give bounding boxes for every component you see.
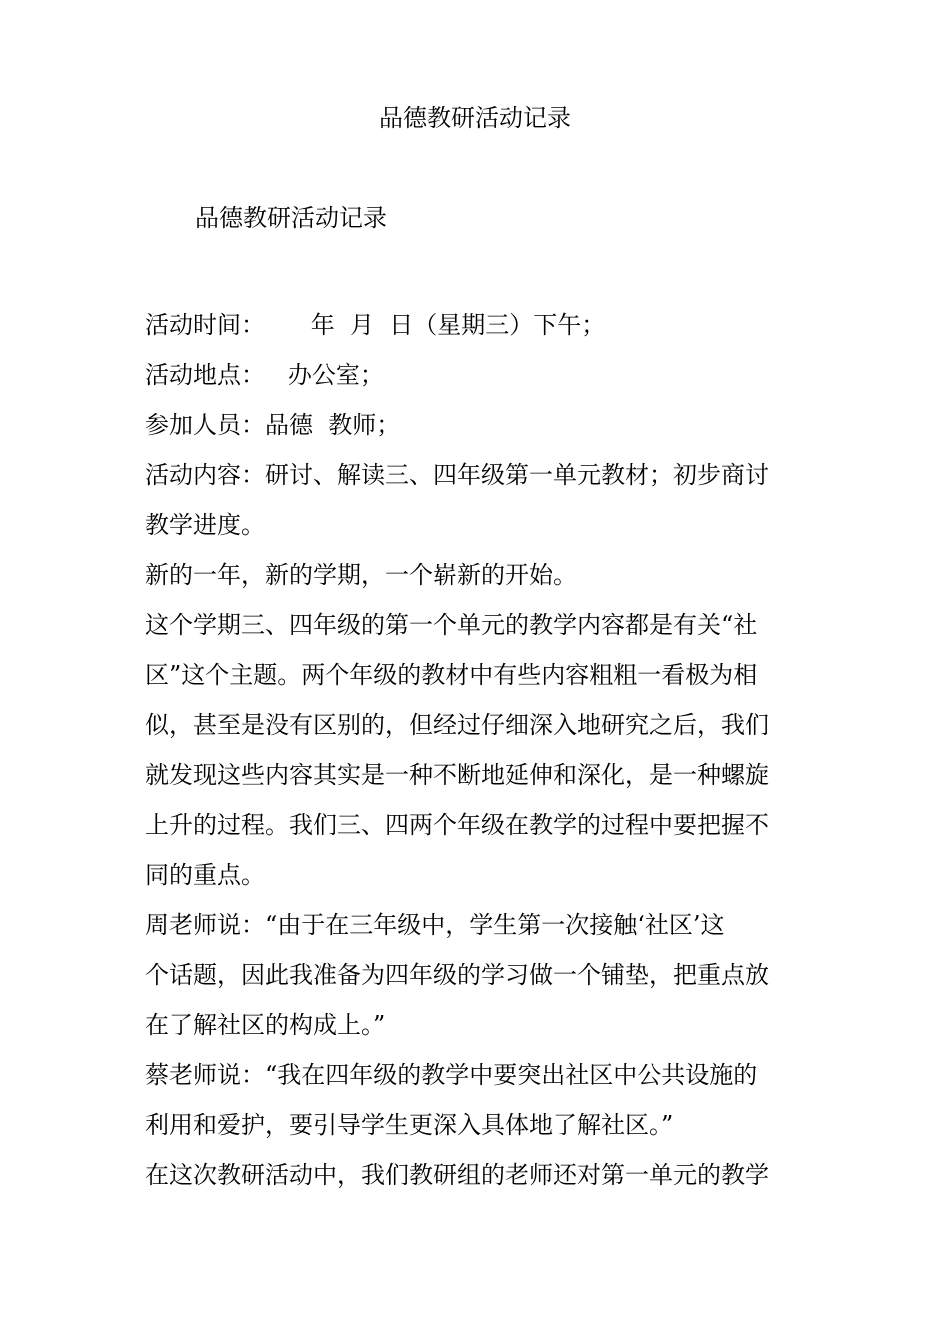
quote-cai-line: 蔡老师说：“我在四年级的教学中要突出社区中公共设施的 bbox=[145, 1061, 758, 1089]
body-paragraph-line: 就发现这些内容其实是一种不断地延伸和深化，是一种螺旋 bbox=[145, 761, 769, 789]
participants-line: 参加人员：品德 教师； bbox=[145, 411, 401, 439]
page-title: 品德教研活动记录 bbox=[379, 104, 571, 132]
body-paragraph-line: 这个学期三、四年级的第一个单元的教学内容都是有关“社 bbox=[145, 611, 758, 639]
body-paragraph-line: 区”这个主题。两个年级的教材中有些内容粗粗一看极为相 bbox=[145, 661, 758, 689]
body-paragraph-line: 似，甚至是没有区别的，但经过仔细深入地研究之后，我们 bbox=[145, 711, 769, 739]
activity-time-line: 活动时间： 年 月 日（星期三）下午； bbox=[145, 311, 606, 339]
body-paragraph-line: 新的一年，新的学期，一个崭新的开始。 bbox=[145, 561, 577, 589]
body-paragraph-line: 同的重点。 bbox=[145, 861, 265, 889]
quote-zhou-line: 个话题，因此我准备为四年级的学习做一个铺垫，把重点放 bbox=[145, 961, 769, 989]
quote-cai-line: 利用和爱护，要引导学生更深入具体地了解社区。” bbox=[145, 1111, 674, 1139]
activity-content-line: 活动内容：研讨、解读三、四年级第一单元教材；初步商讨 bbox=[145, 461, 769, 489]
activity-content-line-cont: 教学进度。 bbox=[145, 511, 265, 539]
activity-location-line: 活动地点： 办公室； bbox=[145, 361, 384, 389]
quote-zhou-line: 在了解社区的构成上。” bbox=[145, 1011, 386, 1039]
quote-zhou-line: 周老师说：“由于在三年级中，学生第一次接触‘社区’这 bbox=[145, 911, 725, 939]
body-paragraph-line: 上升的过程。我们三、四两个年级在教学的过程中要把握不 bbox=[145, 811, 769, 839]
document-body bbox=[145, 300, 810, 1200]
body-paragraph-line: 在这次教研活动中，我们教研组的老师还对第一单元的教学 bbox=[145, 1161, 769, 1189]
document-subtitle: 品德教研活动记录 bbox=[195, 204, 387, 232]
